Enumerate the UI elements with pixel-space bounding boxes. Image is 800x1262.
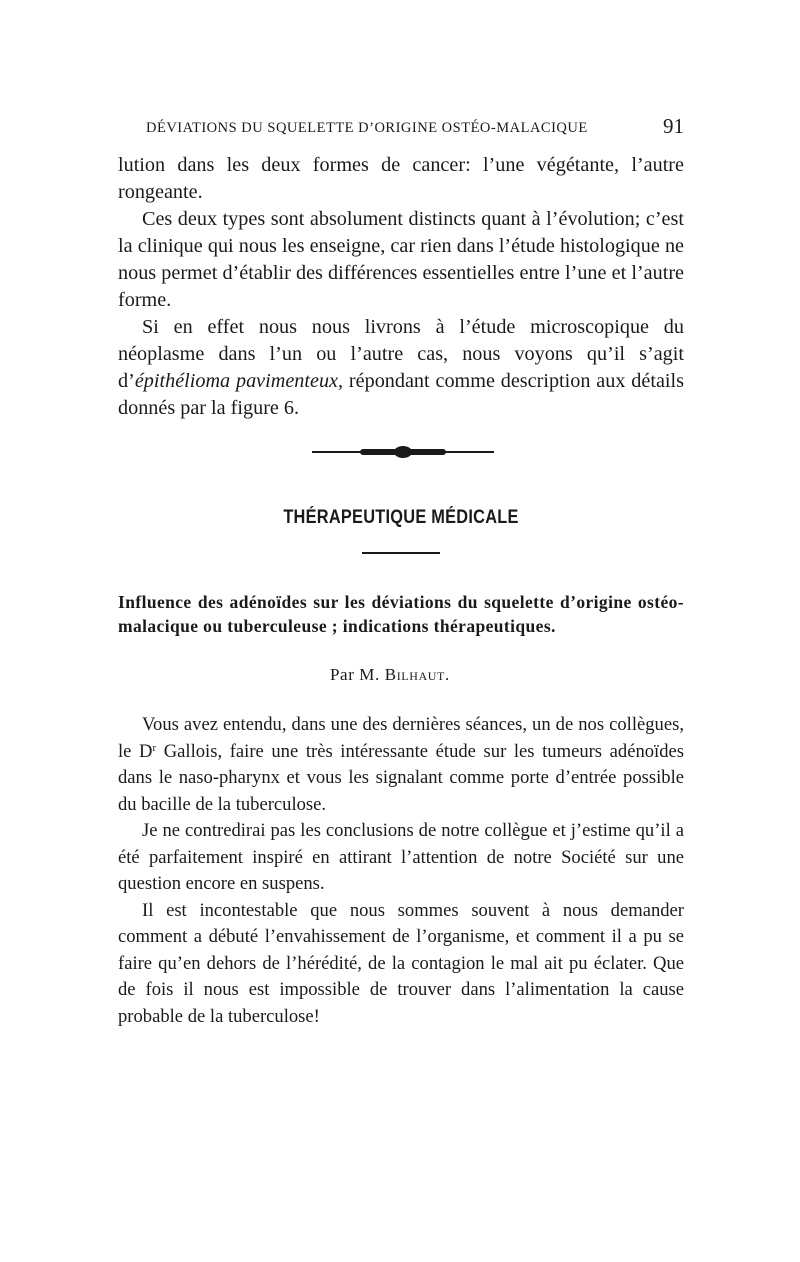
page-number: 91 (663, 114, 684, 138)
text-run: Gallois, faire une très intéressante étude sur les tumeurs adénoïdes dans le naso-pharynx et vous les signalant comme porte d’entrée possible du bacille de la tuberculose. (118, 740, 684, 815)
paragraph: Ces deux types sont absolument distincts quant à l’évolution; c’est la clinique qui nous les enseigne, car rien dans l’étude histologique ne nous permet d’établir des différences essentielles entre l’une et l’autre forme. (118, 208, 684, 311)
text-run: Vous avez entendu, dans une des dernières séances, un de nos collègues, le D (118, 714, 684, 762)
byline (330, 665, 450, 685)
byline-author: Bilhaut. (384, 665, 450, 684)
section-heading: THÉRAPEUTIQUE MÉDICALE (283, 507, 519, 528)
running-title: DÉVIATIONS DU SQUELETTE D’ORIGINE OSTÉO-MALACIQUE (146, 120, 588, 136)
opening-text (118, 152, 684, 422)
section-ornament (312, 448, 494, 456)
paragraph: Il est incontestable que nous sommes souvent à nous demander comment a débuté l’envahissement de l’organisme, et comment il a pu se faire qu’en dehors de l’hérédité, de la contagion le mal ait pu éclater. Que de fois il nous est impossible de trouver dans l’alimentation la cause probable de la tuberculose! (118, 899, 684, 1027)
running-head (146, 114, 684, 138)
byline-prefix: Par M. (330, 665, 380, 684)
text-run: , répondant comme description aux détails donnés par la figure 6. (118, 370, 685, 419)
paragraph (118, 712, 684, 818)
paragraph (118, 314, 684, 422)
heading-rule (362, 552, 440, 554)
article-title: Influence des adénoïdes sur les déviations du squelette d’origine ostéo-malacique ou tuberculeuse ; indications thérapeutiques. (118, 592, 684, 636)
paragraph: Je ne contredirai pas les conclusions de notre collègue et j’estime qu’il a été parfaitement inspiré en attirant l’attention de notre Société sur une question encore en suspens. (118, 820, 684, 894)
paragraph-continuation: lution dans les deux formes de cancer: l’une végétante, l’autre rongeante. (118, 154, 684, 203)
text-run: Si en effet nous nous livrons à l’étude microscopique du néoplasme dans l’un ou l’autre cas, nous voyons qu’il s’agit d’ (118, 316, 684, 392)
superscript: r (152, 741, 157, 754)
italic-term: épithélioma pavimenteux (134, 370, 339, 392)
article-body (118, 712, 684, 1030)
